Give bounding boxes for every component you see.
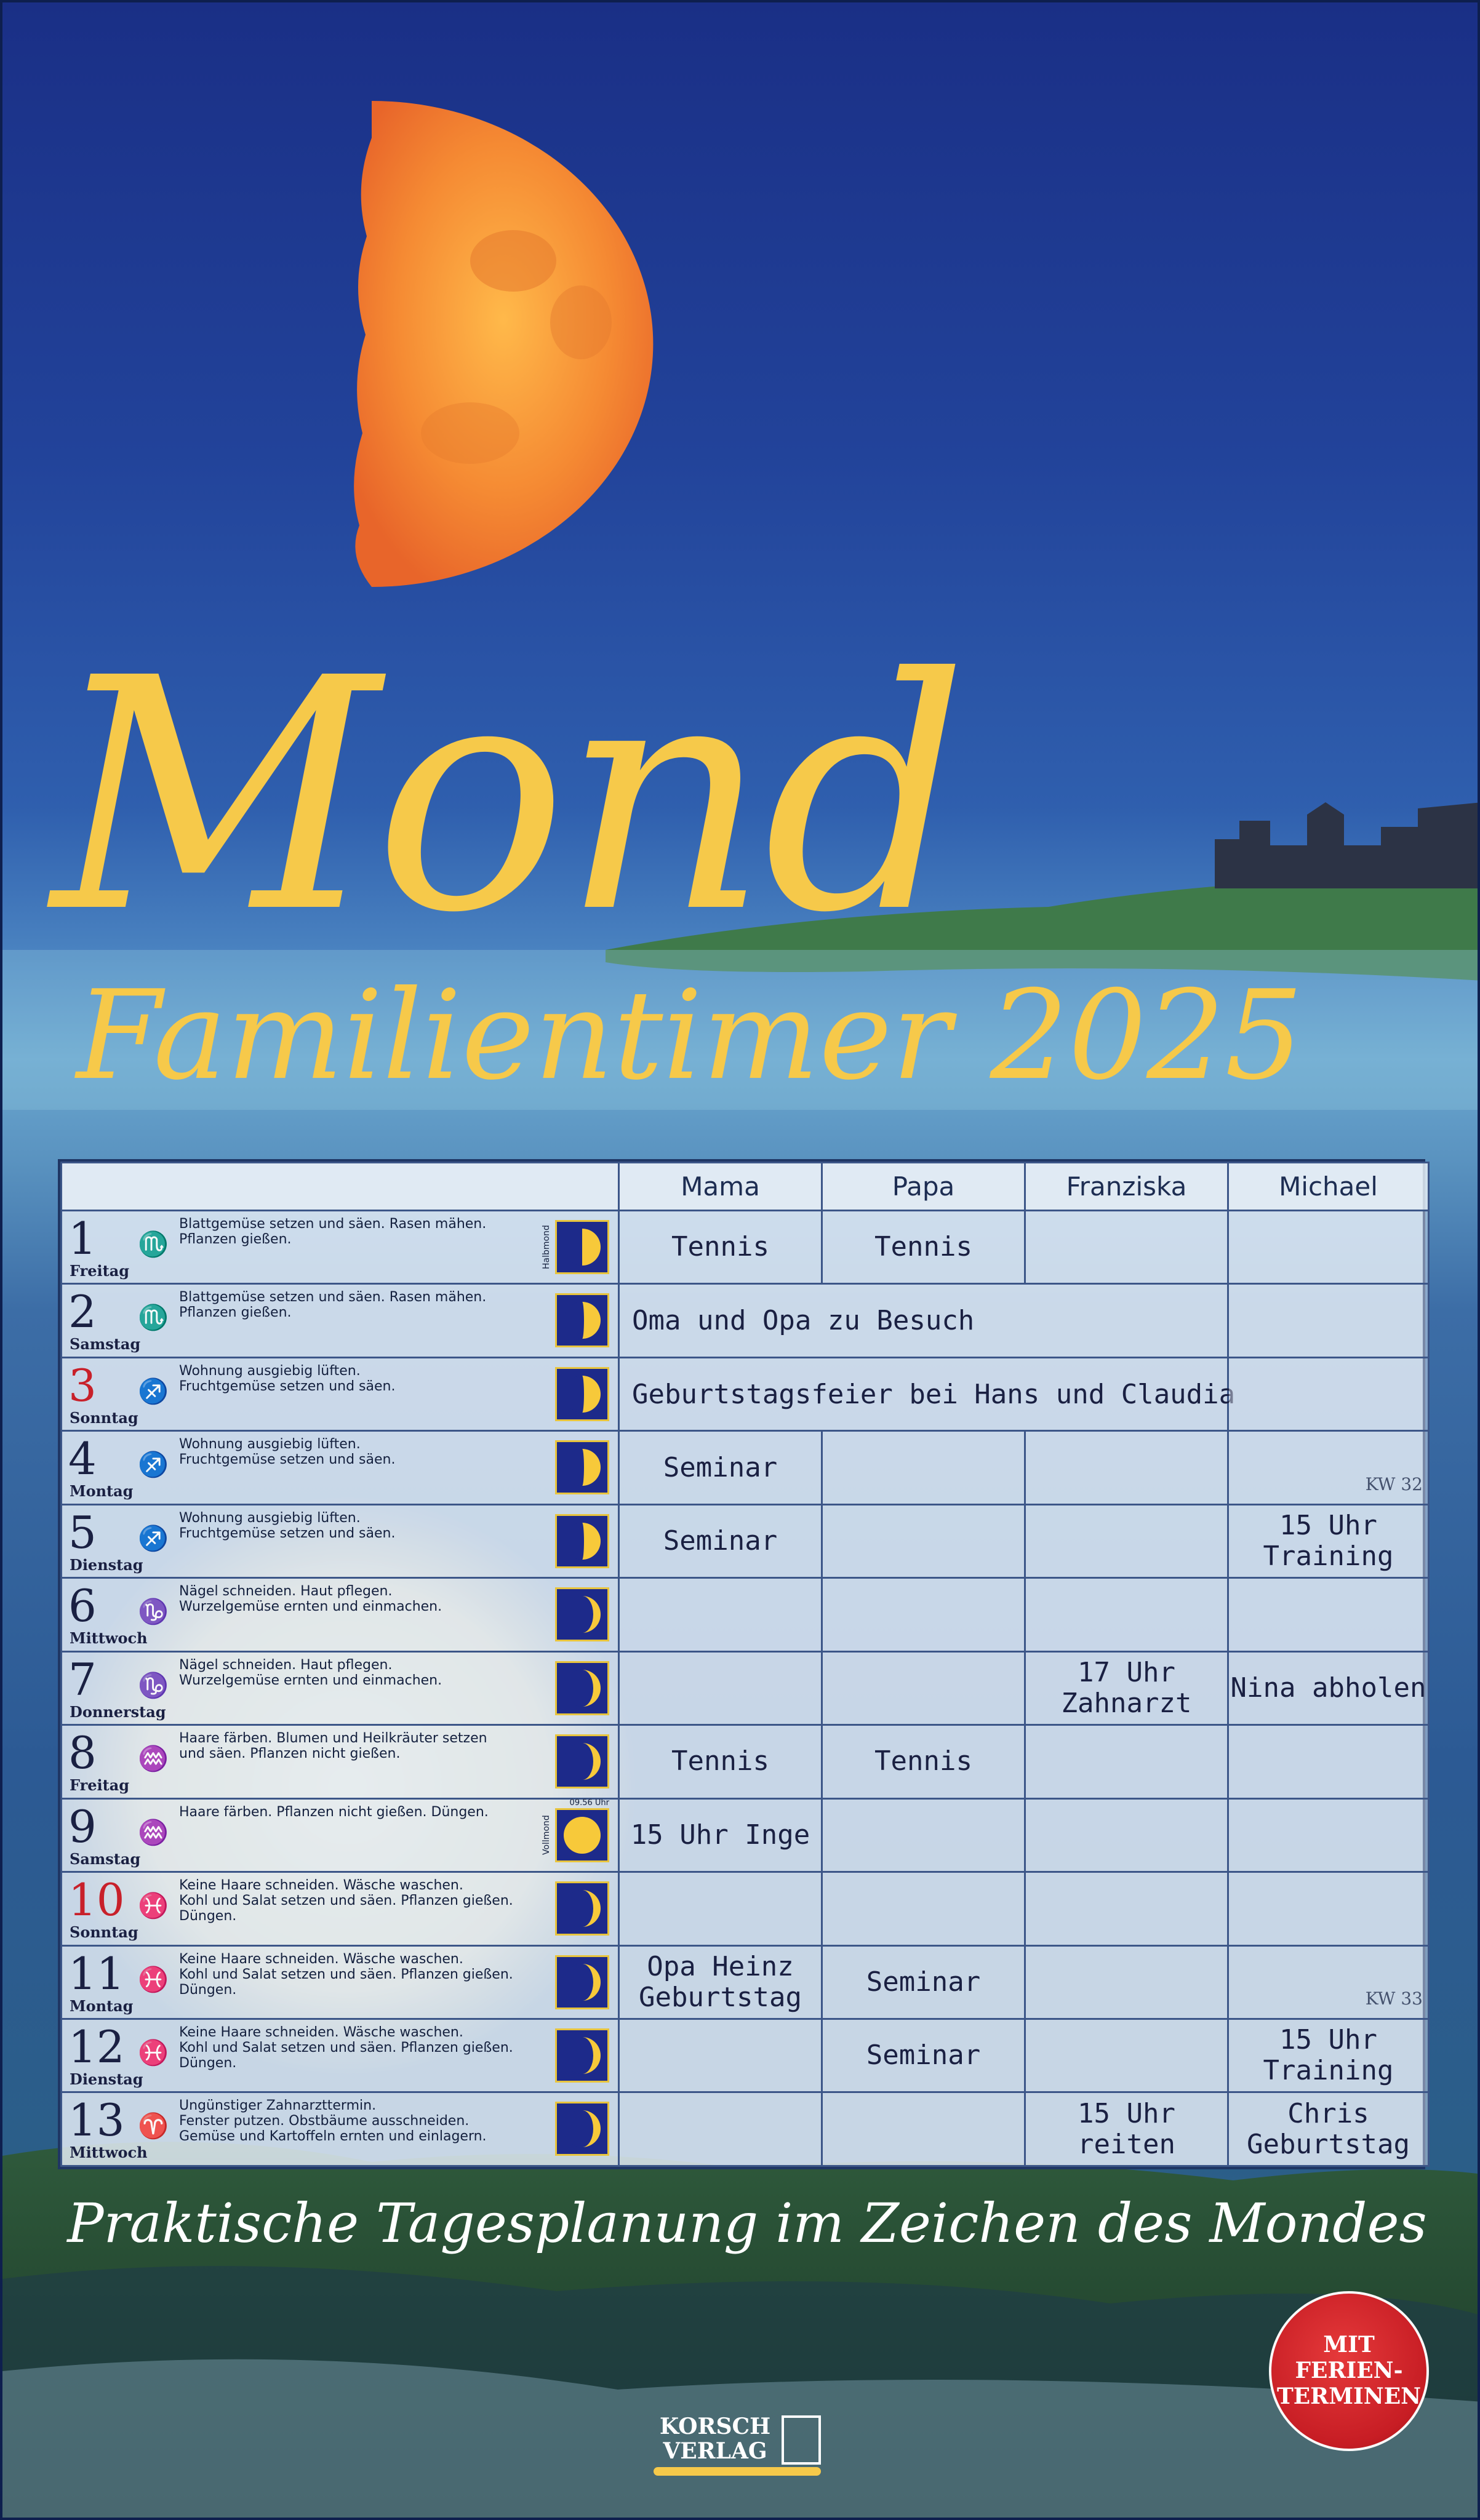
entry-cell-papa[interactable] <box>822 1578 1025 1651</box>
day-row <box>62 1284 1429 1357</box>
moon-phase-box <box>555 2028 609 2083</box>
day-number: 1 <box>68 1213 97 1264</box>
day-number: 2 <box>68 1286 97 1338</box>
moon-gardening-note: Blattgemüse setzen und säen. Rasen mähen. Pflanzen gießen. <box>179 1216 487 1247</box>
entry-cell-papa[interactable] <box>822 1945 1025 2019</box>
day-info-cell <box>62 1798 619 1872</box>
entry-text: Seminar <box>663 1525 778 1557</box>
moon-phase-box <box>555 1440 609 1494</box>
entry-text: Seminar <box>866 2040 981 2071</box>
day-info-cell <box>62 1578 619 1651</box>
entry-cell-mama[interactable] <box>619 2019 822 2092</box>
entry-cell-michael[interactable] <box>1228 1357 1429 1430</box>
moon-gardening-note: Nägel schneiden. Haut pflegen. Wurzelgemüse ernten und einmachen. <box>179 1657 442 1688</box>
entry-text: Tennis <box>671 1745 769 1777</box>
waxing-moon-icon <box>557 1516 607 1566</box>
waxing-moon-icon <box>557 1369 607 1419</box>
entry-cell-span[interactable] <box>619 1357 1236 1430</box>
entry-cell-michael[interactable] <box>1228 1578 1429 1651</box>
day-number: 13 <box>68 2094 125 2147</box>
moon-gardening-note: Keine Haare schneiden. Wäsche waschen. Kohl und Salat setzen und säen. Pflanzen gießen. Düngen. <box>179 1951 513 1998</box>
moon-phase-box <box>555 1220 609 1274</box>
entry-cell-papa[interactable] <box>822 1431 1025 1504</box>
entry-cell-papa[interactable] <box>822 2092 1025 2166</box>
entry-text: 15 Uhr reiten <box>1078 2097 1175 2160</box>
moon-gardening-note: Haare färben. Blumen und Heilkräuter setzen und säen. Pflanzen nicht gießen. <box>179 1731 487 1762</box>
weekday-name: Mittwoch <box>70 1629 148 1648</box>
badge-line-3: TERMINEN <box>1276 2383 1422 2409</box>
entry-text: 15 Uhr Inge <box>630 1819 810 1851</box>
sagittarius-icon: ♐ <box>138 1377 169 1406</box>
moon-gardening-note: Blattgemüse setzen und säen. Rasen mähen. Pflanzen gießen. <box>179 1290 487 1321</box>
holiday-dates-badge <box>1269 2291 1429 2451</box>
weekday-name: Samstag <box>70 1849 141 1868</box>
day-info-cell <box>62 1945 619 2019</box>
half-moon-image <box>354 101 653 587</box>
entry-text: 15 Uhr Training <box>1263 1510 1394 1573</box>
entry-cell-papa[interactable] <box>822 1872 1025 1945</box>
sagittarius-icon: ♐ <box>138 1524 169 1553</box>
day-row <box>62 1945 1429 2019</box>
entry-text: Opa Heinz Geburtstag <box>639 1950 802 2013</box>
waning-gibbous-icon <box>557 2030 607 2081</box>
entry-cell-franziska[interactable] <box>1025 1945 1228 2019</box>
day-info-cell <box>62 1725 619 1798</box>
entry-cell-papa[interactable] <box>822 1211 1025 1284</box>
day-info-cell <box>62 1872 619 1945</box>
day-row <box>62 1211 1429 1284</box>
moon-phase-time: 09.56 Uhr <box>569 1798 609 1808</box>
weekday-name: Sonntag <box>70 1408 138 1427</box>
day-number: 4 <box>68 1433 97 1485</box>
day-row <box>62 1504 1429 1577</box>
entry-cell-franziska[interactable] <box>1025 1504 1228 1577</box>
day-row <box>62 1725 1429 1798</box>
day-number: 3 <box>68 1359 97 1411</box>
day-row <box>62 2092 1429 2166</box>
header-mama: Mama <box>619 1163 822 1211</box>
entry-cell-michael[interactable] <box>1228 1798 1429 1872</box>
entry-text: Chris Geburtstag <box>1247 2097 1410 2160</box>
entry-text: Nina abholen <box>1230 1672 1426 1704</box>
entry-cell-papa[interactable] <box>822 1798 1025 1872</box>
capricorn-icon: ♑ <box>138 1598 169 1627</box>
entry-cell-papa[interactable] <box>822 1725 1025 1798</box>
weekday-name: Dienstag <box>70 1555 143 1574</box>
day-info-cell <box>62 1504 619 1577</box>
weekday-name: Montag <box>70 1482 134 1501</box>
moon-phase-label: Halbmond <box>542 1225 551 1269</box>
moon-gardening-note: Keine Haare schneiden. Wäsche waschen. Kohl und Salat setzen und säen. Pflanzen gießen. Düngen. <box>179 1878 513 1924</box>
day-row <box>62 1578 1429 1651</box>
entry-cell-franziska[interactable] <box>1025 2019 1228 2092</box>
entry-text: Seminar <box>866 1966 981 1998</box>
entry-cell-michael[interactable] <box>1228 1945 1429 2019</box>
entry-cell-michael[interactable] <box>1228 2019 1429 2092</box>
moon-gardening-note: Wohnung ausgiebig lüften. Fruchtgemüse setzen und säen. <box>179 1510 396 1541</box>
moon-phase-box <box>555 1367 609 1421</box>
weekday-name: Donnerstag <box>70 1702 166 1721</box>
aquarius-icon: ♒ <box>138 1818 169 1847</box>
entry-text: Oma und Opa zu Besuch <box>632 1305 975 1337</box>
scorpio-icon: ♏ <box>138 1304 169 1333</box>
header-papa: Papa <box>822 1163 1025 1211</box>
moon-gardening-note: Nägel schneiden. Haut pflegen. Wurzelgemüse ernten und einmachen. <box>179 1584 442 1615</box>
entry-cell-mama[interactable] <box>619 1945 822 2019</box>
entry-text: Tennis <box>874 1745 972 1777</box>
pisces-icon: ♓ <box>138 2038 169 2067</box>
header-row <box>62 1163 1429 1211</box>
logo-underline <box>654 2467 821 2476</box>
entry-cell-michael[interactable] <box>1228 1211 1429 1284</box>
day-row <box>62 2019 1429 2092</box>
header-day-column <box>62 1163 619 1211</box>
moon-gardening-note: Keine Haare schneiden. Wäsche waschen. Kohl und Salat setzen und säen. Pflanzen gießen. Düngen. <box>179 2024 513 2071</box>
entry-cell-franziska[interactable] <box>1025 1798 1228 1872</box>
title-mond: Mond <box>52 610 964 983</box>
entry-cell-mama[interactable] <box>619 1504 822 1577</box>
entry-cell-franziska[interactable] <box>1025 1725 1228 1798</box>
badge-line-1: MIT <box>1323 2332 1375 2358</box>
waning-gibbous-icon <box>557 2103 607 2154</box>
moon-phase-box <box>555 1734 609 1788</box>
badge-line-2: FERIEN- <box>1295 2358 1403 2383</box>
moon-phase-box <box>555 1587 609 1641</box>
entry-text: 17 Uhr Zahnarzt <box>1061 1656 1192 1719</box>
day-row <box>62 1872 1429 1945</box>
day-number: 12 <box>68 2020 125 2073</box>
entry-cell-michael[interactable] <box>1228 1431 1429 1504</box>
header-franziska: Franziska <box>1025 1163 1228 1211</box>
entry-cell-michael[interactable] <box>1228 1284 1429 1357</box>
day-info-cell <box>62 1211 619 1284</box>
entry-cell-mama[interactable] <box>619 1578 822 1651</box>
entry-cell-franziska[interactable] <box>1025 1651 1228 1725</box>
day-info-cell <box>62 2092 619 2166</box>
calendar-week-label: KW 33 <box>1365 1988 1423 2009</box>
entry-cell-franziska[interactable] <box>1025 1872 1228 1945</box>
day-info-cell <box>62 1431 619 1504</box>
logo-korsch: KORSCH <box>659 2414 771 2439</box>
entry-cell-franziska[interactable] <box>1025 1431 1228 1504</box>
weekday-name: Mittwoch <box>70 2143 148 2162</box>
entry-cell-papa[interactable] <box>822 1504 1025 1577</box>
entry-cell-franziska[interactable] <box>1025 2092 1228 2166</box>
day-number: 9 <box>68 1800 97 1852</box>
waxing-moon-icon <box>557 1442 607 1493</box>
day-row <box>62 1431 1429 1504</box>
logo-emblem-icon <box>782 2415 821 2465</box>
day-row <box>62 1357 1429 1430</box>
entry-cell-michael[interactable] <box>1228 1651 1429 1725</box>
day-number: 6 <box>68 1580 97 1632</box>
entry-cell-mama[interactable] <box>619 1798 822 1872</box>
sagittarius-icon: ♐ <box>138 1451 169 1480</box>
weekly-planner-table <box>58 1159 1425 2169</box>
entry-cell-mama[interactable] <box>619 1651 822 1725</box>
day-number: 10 <box>68 1874 125 1926</box>
moon-gardening-note: Wohnung ausgiebig lüften. Fruchtgemüse setzen und säen. <box>179 1363 396 1394</box>
entry-cell-mama[interactable] <box>619 2092 822 2166</box>
capricorn-icon: ♑ <box>138 1671 169 1700</box>
entry-cell-mama[interactable] <box>619 1725 822 1798</box>
castle-silhouette <box>1215 802 1480 888</box>
entry-cell-papa[interactable] <box>822 1651 1025 1725</box>
pisces-icon: ♓ <box>138 1965 169 1994</box>
day-number: 8 <box>68 1727 97 1779</box>
tagline: Praktische Tagesplanung im Zeichen des Mondes <box>67 2191 1427 2255</box>
moon-phase-box <box>555 1881 609 1936</box>
weekday-name: Freitag <box>70 1776 130 1795</box>
day-row <box>62 1651 1429 1725</box>
moon-phase-box <box>555 1293 609 1347</box>
header-michael: Michael <box>1228 1163 1429 1211</box>
weekday-name: Freitag <box>70 1262 130 1280</box>
full-moon-icon <box>557 1810 607 1860</box>
waxing-gibbous-icon <box>557 1663 607 1713</box>
first-quarter-moon-icon <box>557 1222 607 1272</box>
publisher-logo <box>654 2414 826 2482</box>
moon-gardening-note: Ungünstiger Zahnarzttermin. Fenster putzen. Obstbäume ausschneiden. Gemüse und Kartoffeln ernten und einlagern. <box>179 2098 487 2145</box>
moon-phase-box <box>555 1514 609 1568</box>
moon-phase-box <box>555 2102 609 2156</box>
logo-verlag: VERLAG <box>663 2438 767 2464</box>
day-number: 7 <box>68 1653 97 1705</box>
moon-phase-box <box>555 1661 609 1715</box>
weekday-name: Samstag <box>70 1335 141 1354</box>
entry-text: Tennis <box>671 1231 769 1263</box>
entry-cell-franziska[interactable] <box>1025 1578 1228 1651</box>
entry-text: Geburtstagsfeier bei Hans und Claudia <box>632 1378 1236 1410</box>
entry-cell-franziska[interactable] <box>1025 1211 1228 1284</box>
calendar-week-label: KW 32 <box>1365 1473 1423 1494</box>
entry-cell-mama[interactable] <box>619 1211 822 1284</box>
aries-icon: ♈ <box>138 2112 169 2141</box>
weekday-name: Dienstag <box>70 2070 143 2088</box>
day-info-cell <box>62 2019 619 2092</box>
moon-gardening-note: Wohnung ausgiebig lüften. Fruchtgemüse setzen und säen. <box>179 1437 396 1468</box>
entry-text: Seminar <box>663 1451 778 1483</box>
entry-cell-span[interactable] <box>619 1284 1228 1357</box>
waxing-gibbous-icon <box>557 1736 607 1787</box>
title-familientimer: Familientimer 2025 <box>76 964 1303 1107</box>
entry-text: Tennis <box>874 1231 972 1263</box>
waning-gibbous-icon <box>557 1957 607 2008</box>
day-row <box>62 1798 1429 1872</box>
scorpio-icon: ♏ <box>138 1230 169 1259</box>
entry-cell-michael[interactable] <box>1228 2092 1429 2166</box>
waxing-gibbous-icon <box>557 1589 607 1640</box>
day-number: 11 <box>68 1947 125 2000</box>
pisces-icon: ♓ <box>138 1892 169 1921</box>
moon-gardening-note: Haare färben. Pflanzen nicht gießen. Düngen. <box>179 1804 489 1820</box>
weekday-name: Montag <box>70 1996 134 2015</box>
aquarius-icon: ♒ <box>138 1745 169 1774</box>
entry-cell-michael[interactable] <box>1228 1872 1429 1945</box>
day-number: 5 <box>68 1506 97 1558</box>
moon-phase-box <box>555 1808 609 1862</box>
entry-cell-mama[interactable] <box>619 1872 822 1945</box>
waning-gibbous-icon <box>557 1883 607 1934</box>
entry-text: 15 Uhr Training <box>1263 2024 1394 2087</box>
day-info-cell <box>62 1284 619 1357</box>
entry-cell-michael[interactable] <box>1228 1504 1429 1577</box>
waxing-moon-icon <box>557 1295 607 1346</box>
day-info-cell <box>62 1357 619 1430</box>
weekday-name: Sonntag <box>70 1923 138 1942</box>
moon-phase-box <box>555 1955 609 2009</box>
moon-phase-label: Vollmond <box>542 1815 551 1856</box>
entry-cell-papa[interactable] <box>822 2019 1025 2092</box>
day-info-cell <box>62 1651 619 1725</box>
entry-cell-michael[interactable] <box>1228 1725 1429 1798</box>
entry-cell-mama[interactable] <box>619 1431 822 1504</box>
